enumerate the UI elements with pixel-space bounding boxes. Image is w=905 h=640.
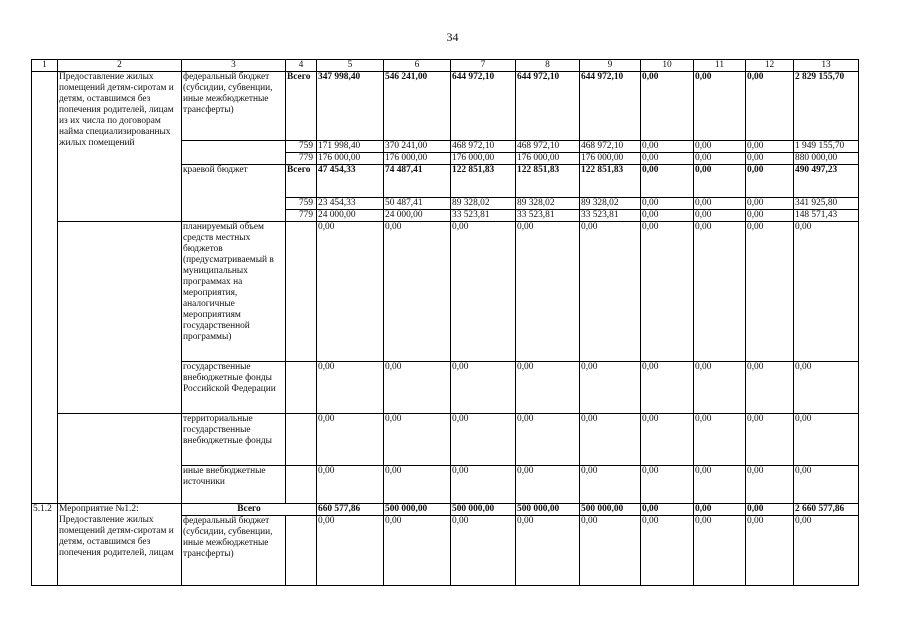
header-cell: 3 [182, 60, 286, 72]
value-cell: 644 972,10 [451, 72, 516, 141]
value-cell: 0,00 [746, 466, 794, 504]
value-cell: 0,00 [580, 414, 641, 466]
header-cell: 5 [317, 60, 384, 72]
value-cell: 0,00 [746, 362, 794, 414]
value-cell: 0,00 [746, 516, 794, 586]
value-cell: 0,00 [746, 414, 794, 466]
value-cell: 0,00 [641, 414, 694, 466]
value-cell: 89 328,02 [516, 198, 580, 210]
value-cell: 33 523,81 [516, 210, 580, 222]
value-cell: 89 328,02 [580, 198, 641, 210]
value-cell: 490 497,23 [794, 165, 859, 198]
value-cell: 0,00 [580, 222, 641, 362]
value-cell: 0,00 [794, 362, 859, 414]
header-cell: 11 [694, 60, 746, 72]
code-cell [286, 466, 317, 504]
funding-source: государственные внебюджетные фонды Российской Федерации [182, 362, 286, 414]
code-cell: 779 [286, 210, 317, 222]
value-cell: 546 241,00 [384, 72, 451, 141]
value-cell: 0,00 [694, 72, 746, 141]
value-cell: 74 487,41 [384, 165, 451, 198]
header-cell: 8 [516, 60, 580, 72]
value-cell: 176 000,00 [516, 153, 580, 165]
value-cell: 50 487,41 [384, 198, 451, 210]
value-cell: 0,00 [641, 222, 694, 362]
funding-source: краевой бюджет [182, 165, 286, 222]
activity-name-cont [58, 414, 182, 504]
value-cell: 0,00 [794, 516, 859, 586]
value-cell: 0,00 [694, 516, 746, 586]
value-cell: 0,00 [746, 141, 794, 153]
value-cell: 33 523,81 [451, 210, 516, 222]
budget-table [31, 59, 859, 586]
value-cell: 176 000,00 [384, 153, 451, 165]
value-cell: 122 851,83 [516, 165, 580, 198]
value-cell: 468 972,10 [451, 141, 516, 153]
value-cell: 468 972,10 [580, 141, 641, 153]
header-cell: 13 [794, 60, 859, 72]
code-cell [286, 516, 317, 586]
header-cell: 6 [384, 60, 451, 72]
total-label: Всего [286, 165, 317, 198]
value-cell: 644 972,10 [580, 72, 641, 141]
value-cell: 0,00 [451, 516, 516, 586]
value-cell: 0,00 [516, 362, 580, 414]
value-cell: 0,00 [694, 210, 746, 222]
value-cell: 0,00 [641, 362, 694, 414]
value-cell: 176 000,00 [451, 153, 516, 165]
table-row [32, 414, 859, 466]
header-row [32, 60, 859, 72]
value-cell: 89 328,02 [451, 198, 516, 210]
value-cell: 0,00 [641, 466, 694, 504]
funding-source: федеральный бюджет (субсидии, субвенции, иные межбюджетные трансферты) [182, 516, 286, 586]
header-cell: 1 [32, 60, 58, 72]
value-cell: 0,00 [384, 466, 451, 504]
value-cell: 0,00 [451, 466, 516, 504]
value-cell: 660 577,86 [317, 504, 384, 516]
value-cell: 0,00 [694, 466, 746, 504]
value-cell: 0,00 [794, 414, 859, 466]
value-cell: 0,00 [641, 141, 694, 153]
value-cell: 2 829 155,70 [794, 72, 859, 141]
value-cell: 0,00 [746, 504, 794, 516]
value-cell: 0,00 [516, 414, 580, 466]
value-cell: 880 000,00 [794, 153, 859, 165]
value-cell: 0,00 [694, 141, 746, 153]
header-cell: 4 [286, 60, 317, 72]
value-cell: 24 000,00 [317, 210, 384, 222]
funding-source: федеральный бюджет (субсидии, субвенции, иные межбюджетные трансферты) [182, 72, 286, 141]
value-cell: 370 241,00 [384, 141, 451, 153]
value-cell: 500 000,00 [384, 504, 451, 516]
value-cell: 0,00 [641, 198, 694, 210]
value-cell: 644 972,10 [516, 72, 580, 141]
value-cell: 24 000,00 [384, 210, 451, 222]
value-cell: 0,00 [451, 362, 516, 414]
value-cell: 176 000,00 [317, 153, 384, 165]
header-cell: 10 [641, 60, 694, 72]
value-cell: 0,00 [746, 153, 794, 165]
code-cell: 759 [286, 198, 317, 210]
row-number-cell: 5.1.2 [32, 504, 58, 586]
value-cell: 341 925,80 [794, 198, 859, 210]
value-cell: 0,00 [746, 222, 794, 362]
value-cell: 0,00 [694, 165, 746, 198]
value-cell: 0,00 [516, 466, 580, 504]
total-label: Всего [286, 72, 317, 141]
value-cell: 0,00 [641, 504, 694, 516]
value-cell: 0,00 [746, 198, 794, 210]
row-number-cell [32, 72, 58, 504]
header-cell: 2 [58, 60, 182, 72]
code-cell [286, 414, 317, 466]
table-row [32, 504, 859, 516]
value-cell: 0,00 [746, 165, 794, 198]
value-cell: 0,00 [384, 222, 451, 362]
value-cell: 0,00 [641, 72, 694, 141]
page-number: 34 [446, 30, 459, 44]
value-cell: 0,00 [451, 222, 516, 362]
code-cell [286, 362, 317, 414]
value-cell: 0,00 [794, 466, 859, 504]
value-cell: 0,00 [516, 516, 580, 586]
value-cell: 0,00 [641, 153, 694, 165]
activity-name-cont [58, 222, 182, 414]
value-cell: 33 523,81 [580, 210, 641, 222]
value-cell: 0,00 [694, 198, 746, 210]
value-cell: 0,00 [451, 414, 516, 466]
value-cell: 171 998,40 [317, 141, 384, 153]
code-cell: 779 [286, 153, 317, 165]
funding-source: территориальные государственные внебюджетные фонды [182, 414, 286, 466]
value-cell: 0,00 [317, 516, 384, 586]
value-cell: 0,00 [746, 72, 794, 141]
value-cell: 0,00 [641, 165, 694, 198]
value-cell: 0,00 [694, 222, 746, 362]
value-cell: 0,00 [694, 504, 746, 516]
value-cell: 0,00 [384, 362, 451, 414]
value-cell: 0,00 [694, 414, 746, 466]
value-cell: 468 972,10 [516, 141, 580, 153]
total-label: Всего [182, 504, 317, 516]
value-cell: 0,00 [384, 414, 451, 466]
value-cell: 0,00 [694, 153, 746, 165]
table-row [32, 72, 859, 141]
value-cell: 0,00 [694, 362, 746, 414]
value-cell: 23 454,33 [317, 198, 384, 210]
table-row [32, 222, 859, 362]
value-cell: 148 571,43 [794, 210, 859, 222]
value-cell: 47 454,33 [317, 165, 384, 198]
value-cell: 122 851,83 [580, 165, 641, 198]
activity-name: Мероприятие №1.2: Предоставление жилых помещений детям-сиротам и детям, оставшимся без попечения родителей, лицам [58, 504, 182, 586]
value-cell: 0,00 [384, 516, 451, 586]
value-cell: 0,00 [746, 210, 794, 222]
value-cell: 500 000,00 [516, 504, 580, 516]
value-cell: 0,00 [580, 516, 641, 586]
value-cell: 0,00 [794, 222, 859, 362]
value-cell: 0,00 [317, 414, 384, 466]
value-cell: 0,00 [317, 466, 384, 504]
value-cell: 2 660 577,86 [794, 504, 859, 516]
code-cell [286, 222, 317, 362]
value-cell: 0,00 [516, 222, 580, 362]
value-cell: 347 998,40 [317, 72, 384, 141]
value-cell: 500 000,00 [451, 504, 516, 516]
value-cell: 122 851,83 [451, 165, 516, 198]
value-cell: 0,00 [641, 516, 694, 586]
code-cell: 759 [286, 141, 317, 153]
funding-source-cont [182, 141, 286, 165]
activity-name: Предоставление жилых помещений детям-сиротам и детям, оставшимся без попечения родителей, лицам из их числа по договорам найма специализированных жилых помещений [58, 72, 182, 222]
value-cell: 176 000,00 [580, 153, 641, 165]
header-cell: 12 [746, 60, 794, 72]
header-cell: 7 [451, 60, 516, 72]
value-cell: 500 000,00 [580, 504, 641, 516]
funding-source: планируемый объем средств местных бюджетов (предусматриваемый в муниципальных программах на мероприятия, аналогичные мероприятиям государственной программы) [182, 222, 286, 362]
value-cell: 0,00 [317, 362, 384, 414]
value-cell: 0,00 [580, 466, 641, 504]
value-cell: 0,00 [317, 222, 384, 362]
value-cell: 0,00 [641, 210, 694, 222]
value-cell: 0,00 [580, 362, 641, 414]
value-cell: 1 949 155,70 [794, 141, 859, 153]
header-cell: 9 [580, 60, 641, 72]
funding-source: иные внебюджетные источники [182, 466, 286, 504]
